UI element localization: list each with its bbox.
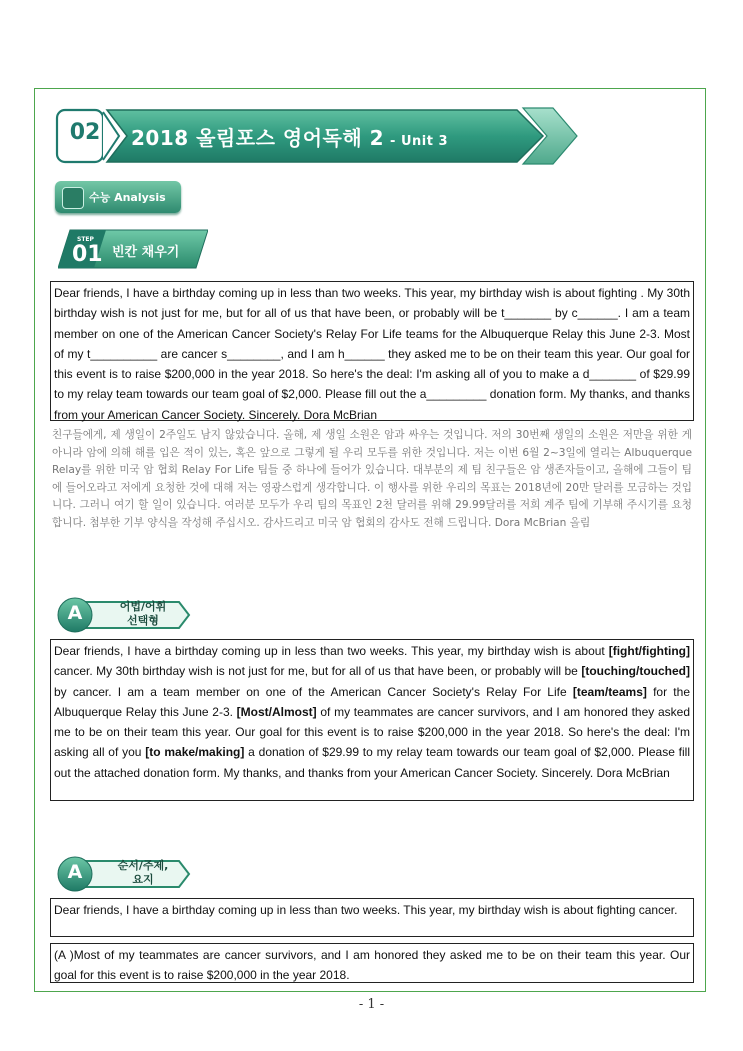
passage-box-intro: Dear friends, I have a birthday coming up in less than two weeks. This year, my birthday wish is about fighting cancer. (50, 898, 694, 937)
korean-translation: 친구들에게, 제 생일이 2주일도 남지 않았습니다. 올해, 제 생일 소원은 암과 싸우는 것입니다. 저의 30번째 생일의 소원은 저만을 위한 게 아니라 암에 의해 해를 입은 적이 있는, 혹은 앞으로 그렇게 될 우리 모두를 위한 것입니다. 저는 이번 6월 2~3일에 열리는 Albuquerque Relay를 위한 미국 암 협회 Relay For Life 팀들 중 하나에 들어가 있습니다. 대부분의 제 팀 친구들은 암 생존자들이고, 올해에 그들이 팀에 들어오라고 저에게 요청한 것에 대해 저는 영광스럽게 생각합니다. 이 행사를 위한 우리의 목표는 2018년에 20만 달러를 모금하는 것입니다. 그러니 여기 할 일이 있습니다. 여러분 모두가 우리 팀의 목표인 2천 달러를 위해 29.99달러를 저희 계주 팀에 기부해 주시기를 요청합니다. 첨부한 기부 양식을 작성해 주십시오. 감사드리고 미국 암 협회의 감사도 전해 드립니다. Dora McBrian 올림 (52, 429, 692, 529)
section-label-line2: 요지 (132, 873, 154, 886)
choice-bracket: [touching/touched] (581, 664, 690, 679)
analysis-pill (55, 181, 181, 213)
page-number: - 1 - (358, 997, 385, 1012)
banner-title (131, 122, 448, 151)
title-banner (55, 106, 580, 166)
passage-text: of my teammates are cancer survivors, and I am honored they asked me to be on their team this year. Our goal for this event is to raise $200,000 in the year 2018. So here's the deal: I'm asking all of you (54, 704, 690, 760)
banner-subtitle: - Unit 3 (390, 134, 449, 149)
section-badge-order (55, 855, 191, 893)
passage-box-grammar-choice (50, 639, 694, 801)
step-tab (58, 228, 208, 270)
section-letter: A (67, 861, 83, 883)
section-badge-grammar (55, 596, 191, 634)
passage-text: a donation of $29.99 to my relay team towards our team goal of $2,000. Please fill out the attached donation form. My thanks, and thanks from your American Cancer Society. Sincerely. Dora McBrian (54, 745, 690, 780)
choice-bracket: [team/teams] (572, 684, 647, 699)
choice-bracket: [fight/fighting] (608, 644, 690, 658)
passage-text: for the Albuquerque Relay this June 2-3. (54, 684, 690, 719)
passage-text: Dear friends, I have a birthday coming up in less than two weeks. This year, my birthday wish is about (54, 644, 609, 658)
banner-title-text: 2018 올림포스 영어독해 2 (131, 126, 385, 150)
section-label-line1: 어법/어휘 (119, 600, 167, 613)
passage-box-fill-blank: Dear friends, I have a birthday coming up in less than two weeks. This year, my birthday wish is about fighting . My 30th birthday wish is not just for me, but for all of us that have been, or probably will be t_______ by c______. I am a team member on one of the American Cancer Society's Relay For Life teams for the Albuquerque Relay this June 2-3. Most of my t__________ are cancer s________, and I am h______ they asked me to be on their team this year. Our goal for this event is to raise $200,000 in the year 2018. So here's the deal: I'm asking all of you to make a d_______ of $29.99 to my relay team towards our team goal of $2,000. Please fill out the a_________ donation form. My thanks, and thanks from your American Cancer Society. Sincerely. Dora McBrian (50, 281, 694, 421)
choice-bracket: [to make/making] (145, 745, 245, 760)
passage-text: cancer. My 30th birthday wish is not just for me, but for all of us that have been, or probably will be (54, 664, 582, 679)
passage-box-part-a: (A )Most of my teammates are cancer survivors, and I am honored they asked me to be on their team this year. Our goal for this event is to raise $200,000 in the year 2018. (50, 943, 694, 983)
step-number: 01 (72, 242, 103, 267)
step-small-label: STEP (77, 236, 94, 243)
passage-text: by cancer. I am a team member on one of the American Cancer Society's Relay For Life (54, 684, 573, 699)
unit-number: 02 (69, 120, 101, 145)
analysis-pill-label: 수능 Analysis (89, 191, 166, 204)
section-label-line2: 선택형 (127, 614, 159, 627)
step-label: 빈칸 채우기 (112, 245, 180, 260)
section-label-line1: 순서/주제, (117, 859, 169, 872)
choice-bracket: [Most/Almost] (236, 704, 317, 719)
square-icon (62, 187, 84, 209)
section-letter: A (67, 602, 83, 624)
